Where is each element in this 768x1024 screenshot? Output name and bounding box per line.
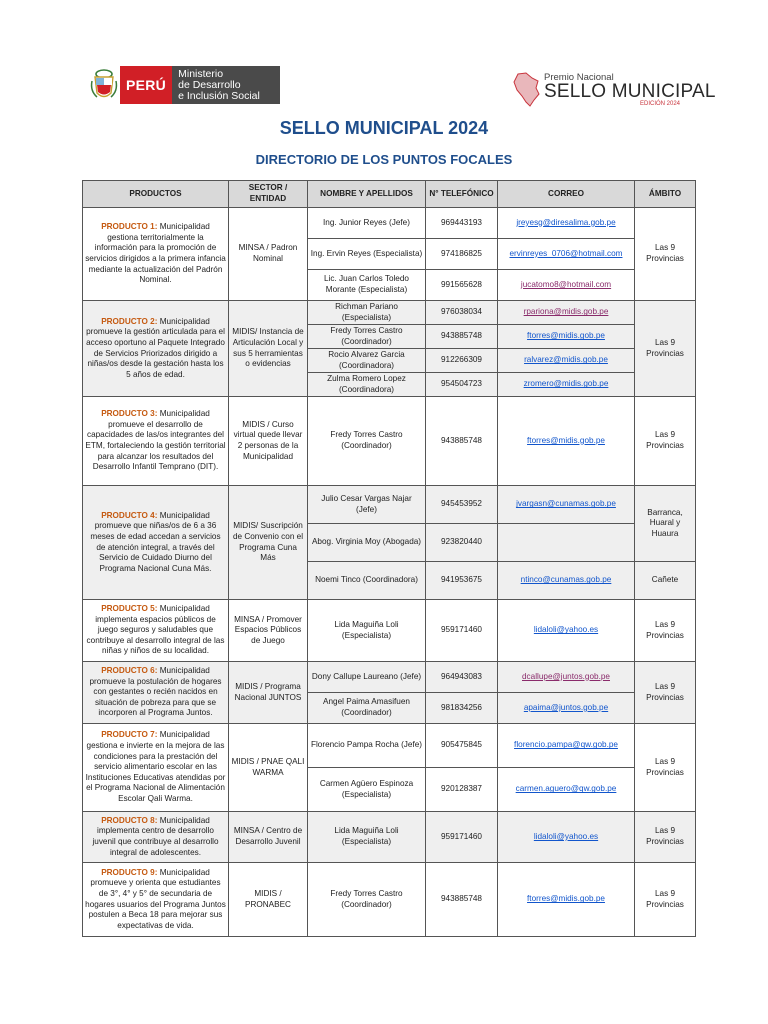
product-text: Municipalidad promueve y orienta que estudiantes de 3°, 4° y 5° de secundaria de hogares usuarios del Programa Juntos postulen a Beca 18 para mejorar sus expectativas de vida. bbox=[85, 867, 226, 930]
sector-cell: MIDIS / Curso virtual quede llevar 2 personas de la Municipalidad bbox=[229, 397, 308, 486]
column-header: ÁMBITO bbox=[635, 181, 696, 208]
email-link[interactable]: ftorres@midis.gob.pe bbox=[527, 331, 605, 341]
product-label: PRODUCTO 6: bbox=[101, 666, 158, 676]
name-cell: Ing. Ervin Reyes (Especialista) bbox=[308, 239, 426, 270]
name-cell: Lic. Juan Carlos Toledo Morante (Especialista) bbox=[308, 270, 426, 301]
sello-municipal-logo bbox=[508, 70, 716, 110]
phone-cell: 941953675 bbox=[426, 562, 498, 600]
email-cell bbox=[498, 373, 635, 397]
table-row bbox=[83, 863, 696, 937]
product-cell bbox=[83, 863, 229, 937]
email-link[interactable]: jreyesg@diresalima.gob.pe bbox=[516, 217, 616, 227]
email-link[interactable]: ralvarez@midis.gob.pe bbox=[524, 355, 608, 365]
email-link[interactable]: jvargasn@cunamas.gob.pe bbox=[516, 499, 616, 509]
email-cell bbox=[498, 325, 635, 349]
product-label: PRODUCTO 4: bbox=[101, 510, 158, 520]
phone-cell: 943885748 bbox=[426, 397, 498, 486]
phone-cell: 969443193 bbox=[426, 208, 498, 239]
name-cell: Lida Maguiña Loli (Especialista) bbox=[308, 812, 426, 863]
sector-cell: MIDIS/ Instancia de Articulación Local y sus 5 herramientas o evidencias bbox=[229, 301, 308, 397]
name-cell: Fredy Torres Castro (Coordinador) bbox=[308, 325, 426, 349]
email-link[interactable]: ftorres@midis.gob.pe bbox=[527, 894, 605, 904]
sector-cell: MINSA / Padron Nominal bbox=[229, 208, 308, 301]
name-cell: Abog. Virginia Moy (Abogada) bbox=[308, 524, 426, 562]
phone-cell: 974186825 bbox=[426, 239, 498, 270]
email-cell bbox=[498, 270, 635, 301]
email-cell bbox=[498, 693, 635, 724]
email-link[interactable]: ntinco@cunamas.gob.pe bbox=[520, 575, 612, 585]
product-cell bbox=[83, 486, 229, 600]
email-link[interactable]: carmen.aguero@qw.gob.pe bbox=[515, 784, 617, 794]
scope-cell: Las 9 Provincias bbox=[635, 863, 696, 937]
table-header-row bbox=[83, 181, 696, 208]
email-link[interactable]: zromero@midis.gob.pe bbox=[523, 379, 609, 389]
page-subtitle: DIRECTORIO DE LOS PUNTOS FOCALES bbox=[255, 152, 513, 167]
phone-cell: 954504723 bbox=[426, 373, 498, 397]
ministry-line: e Inclusión Social bbox=[178, 89, 260, 102]
email-link[interactable]: dcallupe@juntos.gob.pe bbox=[522, 671, 610, 681]
name-cell: Zulma Romero Lopez (Coordinadora) bbox=[308, 373, 426, 397]
email-link[interactable]: lidaloli@yahoo.es bbox=[533, 831, 599, 841]
scope-cell: Las 9 Provincias bbox=[635, 812, 696, 863]
scope-cell: Las 9 Provincias bbox=[635, 397, 696, 486]
email-link[interactable]: ftorres@midis.gob.pe bbox=[527, 435, 605, 445]
name-cell: Angel Paima Amasifuen (Coordinador) bbox=[308, 693, 426, 724]
column-header: CORREO bbox=[498, 181, 635, 208]
product-text: Municipalidad promueve que niñas/os de 6 a 36 meses de edad accedan a servicios de atención integral, a través del Servicio de Cuidado Diurno del Programa Nacional Cuna Más. bbox=[90, 510, 221, 573]
peru-label: PERÚ bbox=[120, 66, 172, 104]
email-link[interactable]: lidaloli@yahoo.es bbox=[533, 625, 599, 635]
page-title: SELLO MUNICIPAL 2024 bbox=[279, 118, 489, 138]
email-link[interactable]: jucatomo8@hotmail.com bbox=[520, 279, 612, 289]
sector-cell: MIDIS / Programa Nacional JUNTOS bbox=[229, 662, 308, 724]
phone-cell: 943885748 bbox=[426, 863, 498, 937]
product-text: Municipalidad gestiona territorialmente la información para la promoción de servicios dirigidos a la primera infancia mediante la actualización del Padrón Nominal. bbox=[85, 222, 226, 285]
sector-cell: MIDIS / PRONABEC bbox=[229, 863, 308, 937]
name-cell: Lida Maguiña Loli (Especialista) bbox=[308, 600, 426, 662]
phone-cell: 959171460 bbox=[426, 812, 498, 863]
name-cell: Richman Pariano (Especialista) bbox=[308, 301, 426, 325]
email-link[interactable]: apaima@juntos.gob.pe bbox=[523, 702, 609, 712]
coat-of-arms-icon bbox=[88, 66, 120, 104]
scope-cell: Las 9 Provincias bbox=[635, 724, 696, 812]
email-link[interactable]: rpariona@midis.gob.pe bbox=[523, 307, 609, 317]
email-cell bbox=[498, 524, 635, 562]
column-header: NOMBRE Y APELLIDOS bbox=[308, 181, 426, 208]
award-name-text: SELLO MUNICIPAL bbox=[544, 81, 716, 102]
product-cell bbox=[83, 812, 229, 863]
email-cell bbox=[498, 724, 635, 768]
product-text: Municipalidad promueve la gestión articulada para el acceso oportuno al Paquete Integrado de Servicios Priorizados dirigido a niñas/os desde la gestación hasta los 5 años de edad. bbox=[86, 316, 225, 379]
column-header: SECTOR / ENTIDAD bbox=[229, 181, 308, 208]
sector-cell: MIDIS / PNAE QALI WARMA bbox=[229, 724, 308, 812]
scope-cell: Cañete bbox=[635, 562, 696, 600]
table-row bbox=[83, 397, 696, 486]
phone-cell: 905475845 bbox=[426, 724, 498, 768]
scope-cell: Las 9 Provincias bbox=[635, 301, 696, 397]
name-cell: Fredy Torres Castro (Coordinador) bbox=[308, 397, 426, 486]
name-cell: Carmen Agüero Espinoza (Especialista) bbox=[308, 768, 426, 812]
product-label: PRODUCTO 3: bbox=[101, 409, 158, 419]
product-label: PRODUCTO 7: bbox=[101, 730, 158, 740]
phone-cell: 959171460 bbox=[426, 600, 498, 662]
name-cell: Ing. Junior Reyes (Jefe) bbox=[308, 208, 426, 239]
table-row bbox=[83, 812, 696, 863]
product-cell bbox=[83, 208, 229, 301]
phone-cell: 920128387 bbox=[426, 768, 498, 812]
phone-cell: 976038034 bbox=[426, 301, 498, 325]
table-row bbox=[83, 301, 696, 325]
phone-cell: 945453952 bbox=[426, 486, 498, 524]
email-cell bbox=[498, 812, 635, 863]
email-link[interactable]: florencio.pampa@qw.gob.pe bbox=[514, 740, 618, 750]
midis-logo bbox=[88, 66, 280, 104]
table-row bbox=[83, 486, 696, 524]
product-label: PRODUCTO 9: bbox=[101, 867, 158, 877]
product-label: PRODUCTO 5: bbox=[101, 604, 158, 614]
email-cell bbox=[498, 863, 635, 937]
scope-cell: Barranca, Huaral y Huaura bbox=[635, 486, 696, 562]
scope-cell: Las 9 Provincias bbox=[635, 662, 696, 724]
sector-cell: MIDIS/ Suscripción de Convenio con el Programa Cuna Más bbox=[229, 486, 308, 600]
email-cell bbox=[498, 662, 635, 693]
product-text: Municipalidad promueve la postulación de hogares con gestantes o recién nacidos en situación de pobreza para que se incorporen al Programa Juntos. bbox=[89, 666, 222, 718]
name-cell: Noemi Tinco (Coordinadora) bbox=[308, 562, 426, 600]
table-row bbox=[83, 662, 696, 693]
name-cell: Florencio Pampa Rocha (Jefe) bbox=[308, 724, 426, 768]
ministry-line: de Desarrollo bbox=[178, 78, 241, 91]
phone-cell: 964943083 bbox=[426, 662, 498, 693]
product-cell bbox=[83, 397, 229, 486]
phone-cell: 981834256 bbox=[426, 693, 498, 724]
product-label: PRODUCTO 8: bbox=[101, 815, 158, 825]
peru-map-icon bbox=[512, 72, 542, 108]
email-cell bbox=[498, 486, 635, 524]
table-row bbox=[83, 600, 696, 662]
email-cell bbox=[498, 600, 635, 662]
focal-points-table bbox=[82, 180, 696, 937]
product-text: Municipalidad gestiona e invierte en la mejora de las condiciones para la prestación del servicio alimentario escolar en las Instituciones Educativas atendidas por el Programa Nacional de Alimentación Escolar Qali Warma. bbox=[85, 730, 226, 803]
sector-cell: MINSA / Promover Espacios Públicos de Juego bbox=[229, 600, 308, 662]
product-cell bbox=[83, 724, 229, 812]
phone-cell: 943885748 bbox=[426, 325, 498, 349]
email-cell bbox=[498, 397, 635, 486]
phone-cell: 923820440 bbox=[426, 524, 498, 562]
table-row bbox=[83, 724, 696, 768]
email-link[interactable]: ervinreyes_0706@hotmail.com bbox=[509, 248, 623, 258]
product-cell bbox=[83, 301, 229, 397]
scope-cell: Las 9 Provincias bbox=[635, 600, 696, 662]
product-label: PRODUCTO 1: bbox=[101, 222, 158, 232]
product-cell bbox=[83, 662, 229, 724]
award-edition-text: EDICIÓN 2024 bbox=[640, 101, 681, 107]
name-cell: Dony Callupe Laureano (Jefe) bbox=[308, 662, 426, 693]
product-text: Municipalidad promueve el desarrollo de capacidades de las/os integrantes del ETM, fortaleciendo la gestión territorial para alcanzar los resultados del Desarrollo Infantil Temprano (DIT). bbox=[85, 409, 226, 472]
ministry-line: Ministerio bbox=[178, 67, 224, 80]
email-cell bbox=[498, 301, 635, 325]
name-cell: Fredy Torres Castro (Coordinador) bbox=[308, 863, 426, 937]
sector-cell: MINSA / Centro de Desarrollo Juvenil bbox=[229, 812, 308, 863]
email-cell bbox=[498, 239, 635, 270]
phone-cell: 991565628 bbox=[426, 270, 498, 301]
column-header: PRODUCTOS bbox=[83, 181, 229, 208]
email-cell bbox=[498, 349, 635, 373]
product-text: Municipalidad implementa espacios públicos de juego seguros y saludables que contribuye al desarrollo integral de las niñas y niños de su localidad. bbox=[86, 604, 225, 656]
table-row bbox=[83, 208, 696, 239]
product-text: Municipalidad implementa centro de desarrollo juvenil que contribuye al desarrollo integral de adolescentes. bbox=[92, 815, 219, 857]
scope-cell: Las 9 Provincias bbox=[635, 208, 696, 301]
phone-cell: 912266309 bbox=[426, 349, 498, 373]
product-label: PRODUCTO 2: bbox=[101, 316, 158, 326]
ministry-name bbox=[172, 66, 280, 104]
product-cell bbox=[83, 600, 229, 662]
email-cell bbox=[498, 562, 635, 600]
name-cell: Julio Cesar Vargas Najar (Jefe) bbox=[308, 486, 426, 524]
name-cell: Rocio Alvarez Garcia (Coordinadora) bbox=[308, 349, 426, 373]
email-cell bbox=[498, 208, 635, 239]
email-cell bbox=[498, 768, 635, 812]
award-top-text: Premio Nacional bbox=[544, 72, 614, 83]
column-header: N° TELEFÓNICO bbox=[426, 181, 498, 208]
